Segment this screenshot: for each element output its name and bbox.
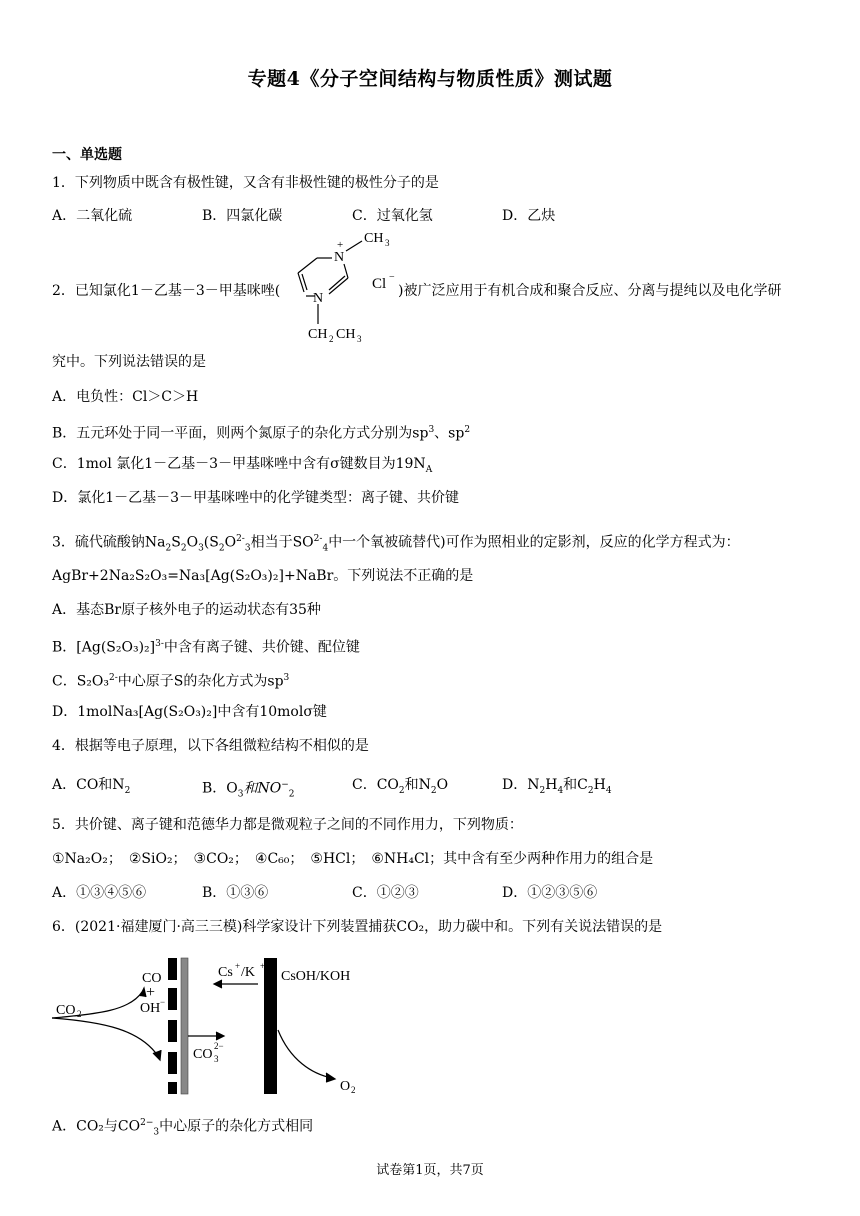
question-6-stem: 6．(2021·福建厦门·高三三模)科学家设计下列装置捕获CO₂，助力碳中和。下列有关说法错误的是 [52, 919, 663, 935]
q2-option-d: D．氯化1－乙基－3－甲基咪唑中的化学键类型：离子键、共价键 [52, 490, 460, 506]
q1-option-d: D．乙炔 [502, 208, 556, 224]
q4-option-d: D．$N_2H_4$和$C_2H_4$ [502, 777, 612, 796]
methyl-sub: 3 [385, 238, 390, 248]
q5-option-d: D．①②③⑤⑥ [502, 885, 598, 901]
o2-label: O [340, 1079, 351, 1094]
oh-charge: − [160, 997, 166, 1007]
n-plus-atom: N [334, 250, 345, 265]
q5-option-c: C．①②③ [352, 885, 419, 901]
co2-sub: 2 [77, 1009, 82, 1019]
q1-option-a: A．二氧化硫 [52, 208, 133, 224]
o2-sub: 2 [351, 1085, 356, 1095]
q1-option-b: B．四氯化碳 [202, 208, 283, 224]
question-2-stem-cont: 究中。下列说法错误的是 [52, 354, 206, 370]
n-atom: N [313, 291, 324, 306]
q5-option-b: B．①③⑥ [202, 885, 269, 901]
oh-label: OH [140, 1001, 161, 1016]
question-3-stem: 3．硫代硫酸钠$Na_2S_2O_3(S_2O^{2-}_3$相当于$SO^{2-}_4$中一个氧被硫替代)可作为照相业的定影剂，反应的化学方程式为： [52, 534, 740, 554]
cs-label: Cs [218, 965, 233, 980]
question-4-stem: 4．根据等电子原理，以下各组微粒结构不相似的是 [52, 738, 369, 754]
co3-sub: 3 [214, 1054, 219, 1064]
q5-option-a: A．①③④⑤⑥ [52, 885, 147, 901]
co-label: CO [142, 971, 162, 986]
q1-option-c: C．过氧化氢 [352, 208, 433, 224]
question-2-stem-part1: 2．已知氯化1－乙基－3－甲基咪唑( [52, 283, 281, 299]
co2-capture-diagram [50, 950, 380, 1100]
co3-charge: 2− [214, 1041, 224, 1051]
ethyl-sub1: 2 [329, 334, 334, 344]
ethyl-ch2: CH [308, 327, 328, 342]
ethyl-ch3: CH [336, 327, 356, 342]
q4-option-c: C．$CO_2$和$N_2O$ [352, 777, 449, 796]
co2-label: CO [56, 1003, 76, 1018]
question-5-stem: 5．共价键、离子键和范德华力都是微观粒子之间的不同作用力，下列物质： [52, 817, 523, 833]
co3-label: CO [193, 1047, 213, 1062]
q2-option-a: A．电负性：Cl＞C＞H [52, 389, 199, 405]
plus-charge: + [337, 239, 344, 251]
q3-option-a: A．基态Br原子核外电子的运动状态有35种 [52, 602, 321, 618]
q2-option-c: C．1mol 氯化1－乙基－3－甲基咪唑中含有σ键数目为$19N_A$ [52, 456, 433, 475]
chloride-anion: Cl [372, 276, 387, 292]
page-title: 专题4《分子空间结构与物质性质》测试题 [247, 68, 613, 90]
imidazolium-structure [282, 228, 400, 346]
cs-charge: + [235, 961, 241, 971]
k-charge: + [260, 961, 266, 971]
methyl-group: CH [364, 231, 384, 246]
q3-option-c: C．S₂O₃$^{2-}$中心原子S的杂化方式为$sp^3$ [52, 673, 290, 690]
question-5-items: ①Na₂O₂； ②SiO₂； ③CO₂； ④C₆₀； ⑤HCl； ⑥NH₄Cl；其中含有至少两种作用力的组合是 [52, 851, 654, 867]
question-1-stem: 1．下列物质中既含有极性键，又含有非极性键的极性分子的是 [52, 175, 439, 191]
ethyl-sub2: 3 [357, 334, 362, 344]
question-3-equation: AgBr+2Na₂S₂O₃=Na₃[Ag(S₂O₃)₂]+NaBr。下列说法不正确的是 [52, 568, 474, 584]
chloride-charge: − [389, 272, 395, 283]
q4-option-b: B．$O_3$和$NO^-_2$ [202, 780, 295, 800]
page-footer: 试卷第1页，共7页 [376, 1163, 484, 1178]
section-heading: 一、单选题 [52, 147, 122, 163]
question-2-stem-part2: )被广泛应用于有机合成和聚合反应、分离与提纯以及电化学研 [398, 283, 782, 299]
q3-option-b: B．$[Ag(S_2O_3)_2]^{3-}$中含有离子键、共价键、配位键 [52, 639, 360, 656]
plus-sign: + [146, 984, 156, 1001]
q4-option-a: A．CO和$N_2$ [52, 777, 131, 796]
k-label: /K [241, 965, 255, 980]
q2-option-b: B．五元环处于同一平面，则两个氮原子的杂化方式分别为$sp^3$、$sp^2$ [52, 425, 471, 442]
q6-option-a: A．CO₂与$CO^{2-}_3$中心原子的杂化方式相同 [52, 1118, 314, 1138]
electrolyte-label: CsOH/KOH [281, 969, 351, 984]
q3-option-d: D．1molNa₃[Ag(S₂O₃)₂]中含有10molσ键 [52, 704, 327, 720]
